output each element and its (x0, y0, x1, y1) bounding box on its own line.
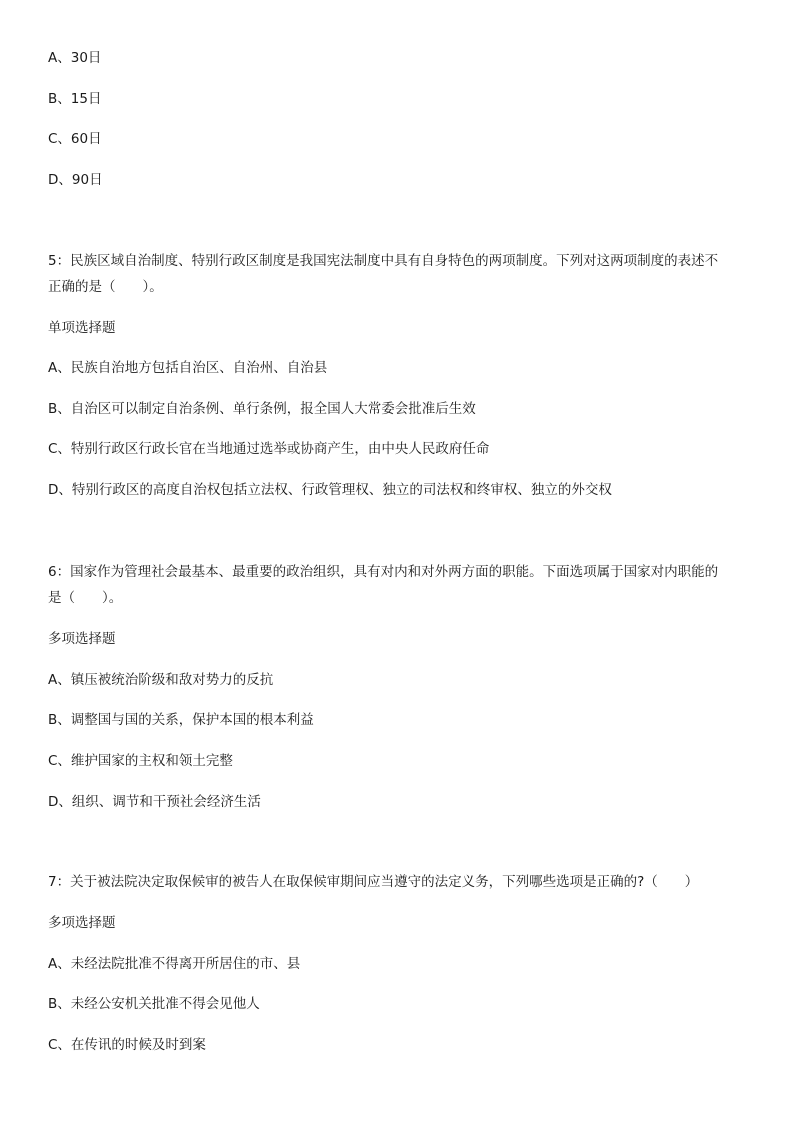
question-type: 单项选择题 (48, 320, 116, 336)
question-type: 多项选择题 (48, 915, 116, 931)
option-c: C、在传讯的时候及时到案 (48, 1037, 206, 1053)
option-c: C、60日 (48, 131, 102, 147)
question-stem: 6：国家作为管理社会最基本、最重要的政治组织，具有对内和对外两方面的职能。下面选项属于国家对内职能的 (48, 564, 719, 580)
question-stem-continued: 正确的是（ ）。 (48, 279, 163, 295)
question-stem: 7：关于被法院决定取保候审的被告人在取保候审期间应当遵守的法定义务，下列哪些选项是正确的?（ ） (48, 874, 699, 890)
option-b: B、未经公安机关批准不得会见他人 (48, 996, 260, 1012)
option-a: A、30日 (48, 50, 102, 66)
option-c: C、特别行政区行政长官在当地通过选举或协商产生，由中央人民政府任命 (48, 441, 490, 457)
option-a: A、镇压被统治阶级和敌对势力的反抗 (48, 672, 274, 688)
option-b: B、自治区可以制定自治条例、单行条例，报全国人大常委会批准后生效 (48, 401, 476, 417)
question-stem-continued: 是（ ）。 (48, 590, 123, 606)
option-a: A、未经法院批准不得离开所居住的市、县 (48, 956, 301, 972)
option-d: D、90日 (48, 172, 103, 188)
option-b: B、15日 (48, 91, 102, 107)
question-stem: 5：民族区域自治制度、特别行政区制度是我国宪法制度中具有自身特色的两项制度。下列对这两项制度的表述不 (48, 253, 719, 269)
option-d: D、特别行政区的高度自治权包括立法权、行政管理权、独立的司法权和终审权、独立的外交权 (48, 482, 612, 498)
option-c: C、维护国家的主权和领土完整 (48, 753, 233, 769)
option-d: D、组织、调节和干预社会经济生活 (48, 794, 261, 810)
option-b: B、调整国与国的关系，保护本国的根本利益 (48, 712, 314, 728)
question-type: 多项选择题 (48, 631, 116, 647)
option-a: A、民族自治地方包括自治区、自治州、自治县 (48, 360, 328, 376)
